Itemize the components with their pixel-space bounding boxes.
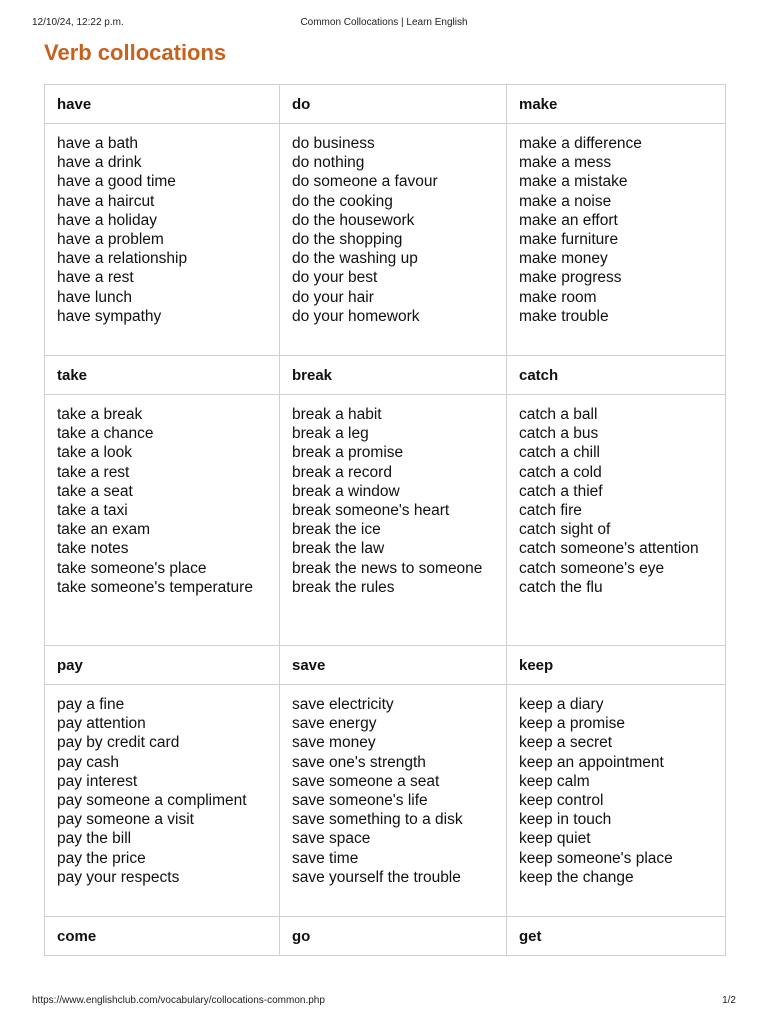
verb-header: come bbox=[45, 917, 280, 956]
collocation-item: pay your respects bbox=[57, 868, 180, 886]
collocation-item: break the law bbox=[292, 540, 385, 558]
collocation-item: have a bath bbox=[57, 135, 139, 152]
collocation-item: make furniture bbox=[519, 231, 619, 249]
collocation-item: do business bbox=[292, 135, 375, 152]
collocation-item: pay the price bbox=[57, 849, 146, 867]
collocation-item: keep in touch bbox=[519, 811, 612, 829]
collocation-item: catch fire bbox=[519, 502, 582, 520]
collocation-item: have a problem bbox=[57, 231, 164, 249]
collocation-item: make a noise bbox=[519, 192, 612, 210]
collocation-item: take notes bbox=[57, 540, 129, 558]
collocation-item: take a chance bbox=[57, 425, 154, 443]
verb-header: save bbox=[280, 646, 507, 685]
collocation-item: take someone's temperature bbox=[57, 578, 253, 596]
verb-header: take bbox=[45, 356, 280, 395]
collocation-item: save electricity bbox=[292, 696, 394, 713]
verb-header: get bbox=[507, 917, 726, 956]
collocation-item: do your hair bbox=[292, 288, 374, 306]
collocation-item: make progress bbox=[519, 269, 622, 287]
collocation-cell bbox=[280, 685, 507, 917]
collocation-item: make trouble bbox=[519, 307, 609, 325]
collocation-item: save something to a disk bbox=[292, 811, 463, 829]
collocation-item: save time bbox=[292, 849, 359, 867]
collocation-item: have a rest bbox=[57, 269, 134, 287]
verb-header: do bbox=[280, 85, 507, 124]
collocation-item: keep an appointment bbox=[519, 753, 664, 771]
collocation-item: catch a cold bbox=[519, 463, 602, 481]
collocation-item: do your homework bbox=[292, 307, 420, 325]
page-url: https://www.englishclub.com/vocabulary/collocations-common.php bbox=[32, 995, 325, 1006]
collocation-item: pay someone a visit bbox=[57, 811, 194, 829]
verb-header: keep bbox=[507, 646, 726, 685]
collocation-item: catch someone's attention bbox=[519, 540, 699, 558]
collocation-item: break a window bbox=[292, 482, 400, 500]
collocation-item: make money bbox=[519, 250, 608, 268]
collocation-item: take a break bbox=[57, 406, 143, 423]
collocation-item: break the news to someone bbox=[292, 559, 483, 577]
collocation-item: keep a secret bbox=[519, 734, 613, 752]
collocation-item: keep a promise bbox=[519, 715, 625, 733]
collocation-item: break a promise bbox=[292, 444, 404, 462]
collocation-item: break a habit bbox=[292, 406, 382, 423]
collocation-item: take an exam bbox=[57, 521, 151, 539]
collocation-item: do the washing up bbox=[292, 250, 418, 268]
collocation-item: pay cash bbox=[57, 753, 120, 771]
collocation-item: keep quiet bbox=[519, 830, 591, 848]
collocation-item: take a rest bbox=[57, 463, 130, 481]
collocation-item: have sympathy bbox=[57, 307, 162, 325]
table-row bbox=[45, 124, 726, 356]
collocation-item: take a seat bbox=[57, 482, 133, 500]
page-number: 1/2 bbox=[722, 995, 736, 1006]
collocation-item: pay by credit card bbox=[57, 734, 180, 752]
collocation-cell bbox=[45, 395, 280, 646]
collocation-item: save space bbox=[292, 830, 371, 848]
print-footer bbox=[32, 995, 736, 1009]
collocation-item: pay someone a compliment bbox=[57, 792, 247, 810]
verb-header: make bbox=[507, 85, 726, 124]
collocation-item: catch a thief bbox=[519, 482, 603, 500]
print-header bbox=[32, 17, 736, 31]
verb-header: break bbox=[280, 356, 507, 395]
table-header-row bbox=[45, 356, 726, 395]
collocation-item: break someone's heart bbox=[292, 502, 450, 520]
verb-header: go bbox=[280, 917, 507, 956]
print-document-title: Common Collocations | Learn English bbox=[300, 17, 468, 28]
collocation-item: save money bbox=[292, 734, 376, 752]
collocation-item: catch a ball bbox=[519, 406, 598, 423]
table-row bbox=[45, 685, 726, 917]
collocation-cell bbox=[280, 124, 507, 356]
collocation-item: keep control bbox=[519, 792, 604, 810]
collocation-item: keep calm bbox=[519, 772, 590, 790]
collocation-item: make a mistake bbox=[519, 173, 628, 191]
table-row bbox=[45, 395, 726, 646]
collocation-item: have a good time bbox=[57, 173, 176, 191]
collocation-item: do the shopping bbox=[292, 231, 403, 249]
collocation-item: have lunch bbox=[57, 288, 132, 306]
print-datetime: 12/10/24, 12:22 p.m. bbox=[32, 17, 124, 28]
collocation-item: do your best bbox=[292, 269, 378, 287]
collocation-item: have a relationship bbox=[57, 250, 188, 268]
collocation-item: pay interest bbox=[57, 772, 138, 790]
collocation-item: catch a bus bbox=[519, 425, 599, 443]
collocation-item: pay attention bbox=[57, 715, 146, 733]
collocation-item: make an effort bbox=[519, 211, 618, 229]
collocation-cell bbox=[280, 395, 507, 646]
collocation-item: break the ice bbox=[292, 521, 381, 539]
collocation-item: break a record bbox=[292, 463, 392, 481]
collocation-cell bbox=[45, 124, 280, 356]
collocation-item: break a leg bbox=[292, 425, 369, 443]
verb-header: pay bbox=[45, 646, 280, 685]
collocation-item: make a difference bbox=[519, 135, 642, 152]
collocation-item: take a taxi bbox=[57, 502, 128, 520]
collocation-item: have a haircut bbox=[57, 192, 155, 210]
collocation-cell bbox=[507, 124, 726, 356]
collocation-item: make a mess bbox=[519, 154, 612, 172]
collocation-item: pay a fine bbox=[57, 696, 125, 713]
collocation-item: keep someone's place bbox=[519, 849, 673, 867]
collocation-cell bbox=[507, 685, 726, 917]
collocation-item: do the housework bbox=[292, 211, 415, 229]
collocation-item: keep the change bbox=[519, 868, 634, 886]
collocations-table bbox=[44, 84, 726, 956]
collocation-item: take a look bbox=[57, 444, 132, 462]
table-header-row bbox=[45, 917, 726, 956]
collocation-item: catch a chill bbox=[519, 444, 600, 462]
table-header-row bbox=[45, 646, 726, 685]
collocation-item: break the rules bbox=[292, 578, 395, 596]
collocation-item: do nothing bbox=[292, 154, 365, 172]
collocation-item: take someone's place bbox=[57, 559, 207, 577]
collocation-item: do someone a favour bbox=[292, 173, 438, 191]
collocation-item: catch someone's eye bbox=[519, 559, 665, 577]
collocation-cell bbox=[507, 395, 726, 646]
collocation-item: do the cooking bbox=[292, 192, 393, 210]
collocation-item: keep a diary bbox=[519, 696, 604, 713]
collocation-item: save someone's life bbox=[292, 792, 428, 810]
collocation-item: save one's strength bbox=[292, 753, 426, 771]
collocation-item: save yourself the trouble bbox=[292, 868, 461, 886]
collocation-item: make room bbox=[519, 288, 597, 306]
verb-header: have bbox=[45, 85, 280, 124]
collocation-cell bbox=[45, 685, 280, 917]
collocation-item: save someone a seat bbox=[292, 772, 440, 790]
collocation-item: catch the flu bbox=[519, 578, 603, 596]
collocation-item: catch sight of bbox=[519, 521, 611, 539]
collocation-item: save energy bbox=[292, 715, 377, 733]
table-header-row bbox=[45, 85, 726, 124]
collocation-item: have a holiday bbox=[57, 211, 157, 229]
verb-header: catch bbox=[507, 356, 726, 395]
page-title: Verb collocations bbox=[44, 40, 227, 65]
collocation-item: have a drink bbox=[57, 154, 142, 172]
collocation-item: pay the bill bbox=[57, 830, 132, 848]
